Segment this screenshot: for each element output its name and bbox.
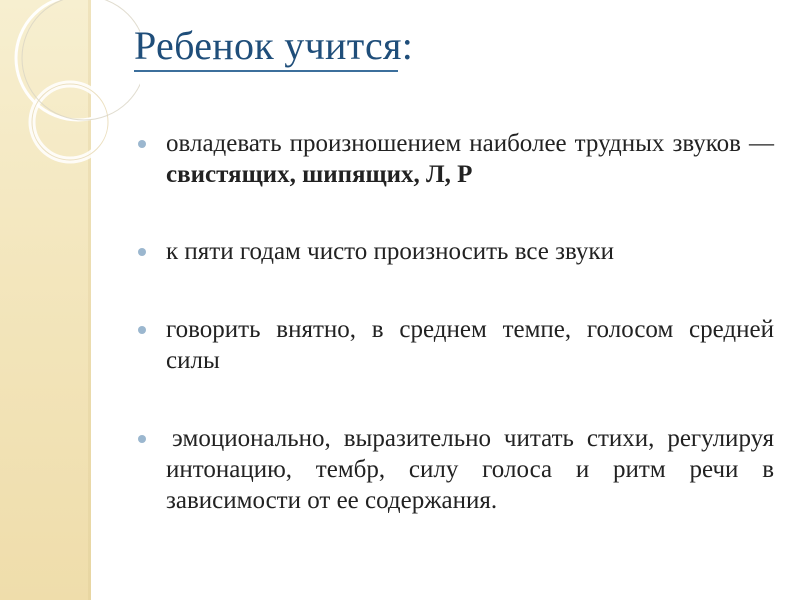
slide-title: Ребенок учится:	[134, 23, 414, 68]
bullet-text: овладевать произношением наиболее трудных звуков —	[166, 130, 774, 157]
bullet-dot-icon	[138, 140, 146, 148]
bullet-list	[134, 128, 774, 516]
bullet-text: говорить внятно, в среднем темпе, голосом средней силы	[166, 316, 774, 374]
bullet-item	[134, 128, 774, 190]
bullet-item	[134, 236, 774, 267]
bullet-dot-icon	[138, 326, 146, 334]
bullet-text: к пяти годам чисто произносить все звуки	[166, 238, 614, 265]
bullet-dot-icon	[138, 435, 146, 443]
bullet-text: эмоционально, выразительно читать стихи, регулируя интонацию, тембр, силу голоса и ритм речи в зависимости от ее содержания.	[166, 425, 774, 514]
bullet-item	[134, 423, 774, 516]
bullet-dot-icon	[138, 248, 146, 256]
title-underline	[134, 70, 398, 72]
ring-circles-icon	[0, 0, 140, 220]
bullet-item	[134, 314, 774, 376]
bullet-bold-text: свистящих, шипящих, Л, Р	[166, 161, 473, 188]
